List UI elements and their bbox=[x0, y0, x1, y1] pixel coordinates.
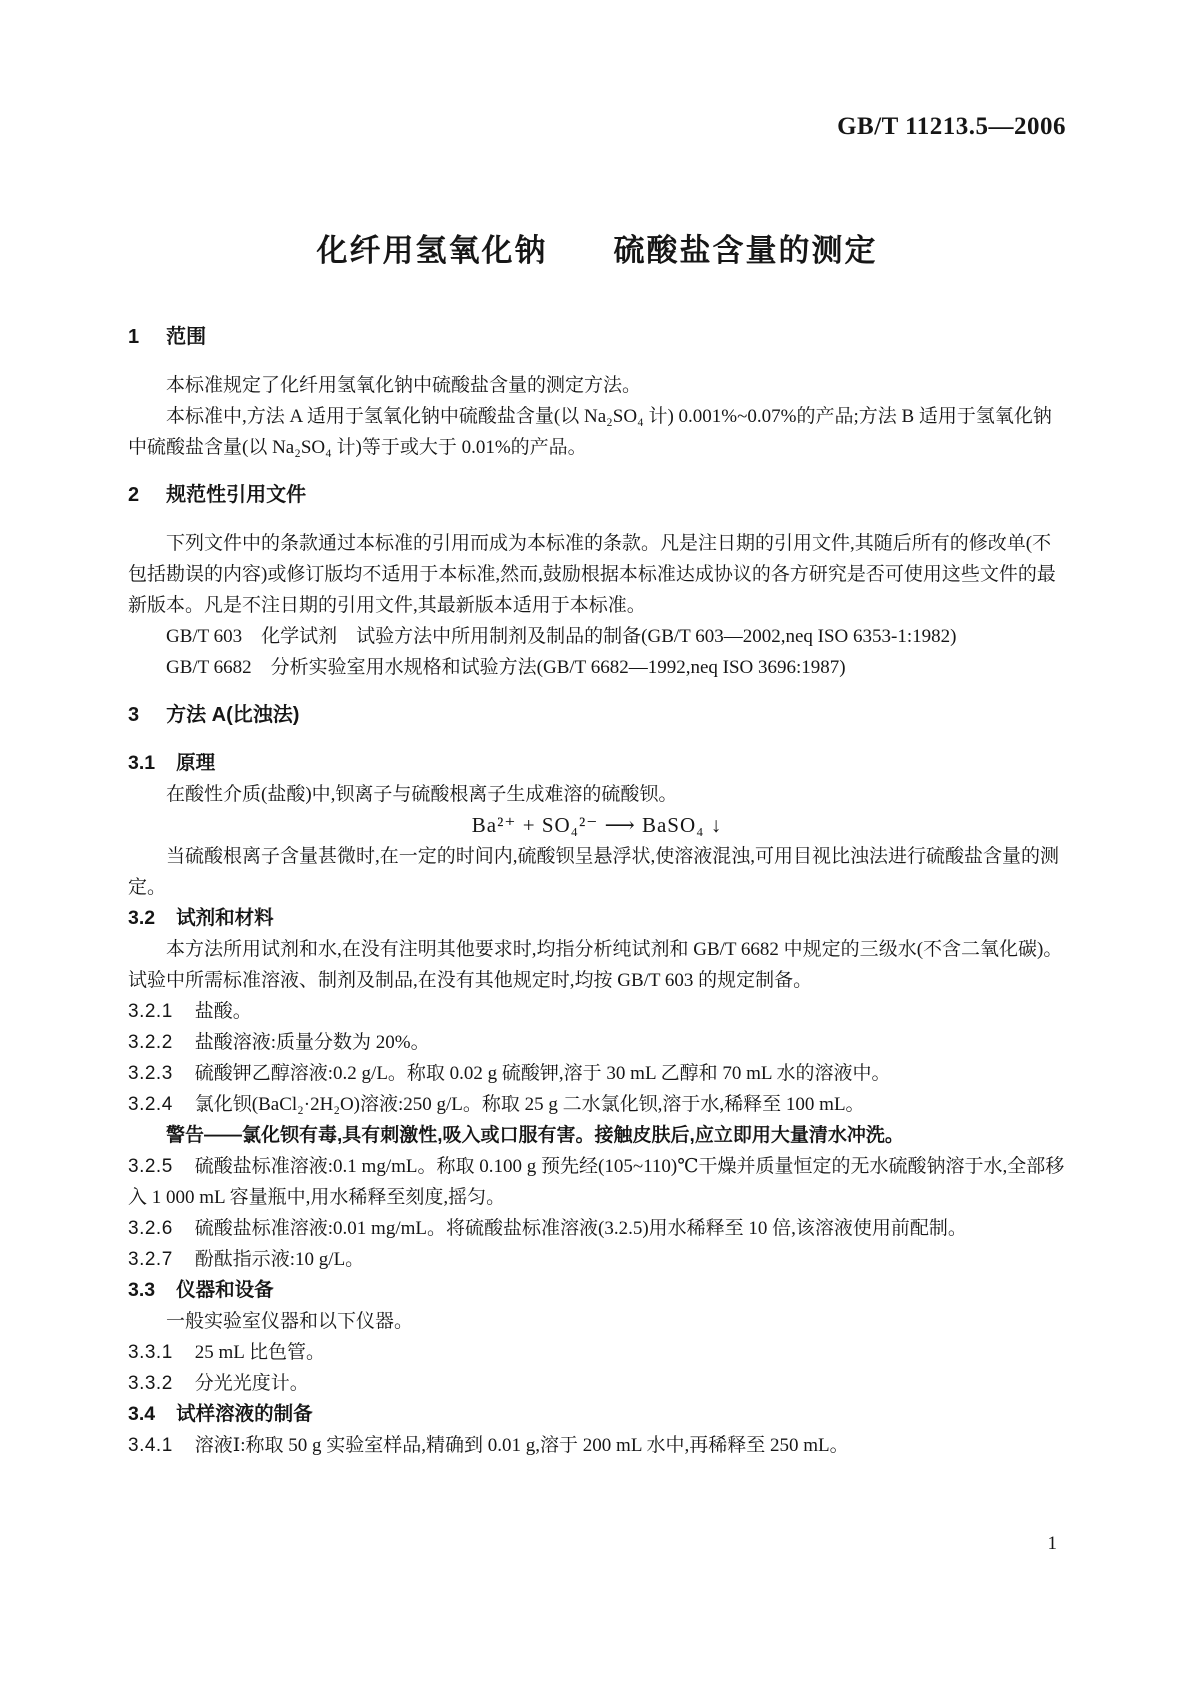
section-3-2-number: 3.2 bbox=[128, 907, 156, 929]
clause-3-2-3 bbox=[128, 1058, 1066, 1089]
clause-3-2-3-number: 3.2.3 bbox=[128, 1063, 173, 1084]
section-3-3-heading bbox=[128, 1275, 1066, 1306]
clause-3-3-1-text: 25 mL 比色管。 bbox=[194, 1342, 325, 1363]
section-2-number: 2 bbox=[128, 484, 140, 506]
section-2-paragraph-1: 下列文件中的条款通过本标准的引用而成为本标准的条款。凡是注日期的引用文件,其随后所有的修改单(不包括勘误的内容)或修订版均不适用于本标准,然而,鼓励根据本标准达成协议的各方研究是否可使用这些文件的最新版本。凡是不注日期的引用文件,其最新版本适用于本标准。 bbox=[128, 533, 1056, 616]
clause-3-2-5-text: 硫酸盐标准溶液:0.1 mg/mL。称取 0.100 g 预先经(105~110)℃干燥并质量恒定的无水硫酸钠溶于水,全部移入 1 000 mL 容量瓶中,用水稀释至刻度,摇匀。 bbox=[128, 1156, 1065, 1208]
clause-3-2-6-text: 硫酸盐标准溶液:0.01 mg/mL。将硫酸盐标准溶液(3.2.5)用水稀释至 10 倍,该溶液使用前配制。 bbox=[194, 1218, 967, 1239]
section-3-2-heading bbox=[128, 903, 1066, 934]
section-3-title: 方法 A(比浊法) bbox=[166, 704, 300, 726]
clause-3-2-2-text: 盐酸溶液:质量分数为 20%。 bbox=[194, 1032, 430, 1053]
section-3-1-paragraph-1: 在酸性介质(盐酸)中,钡离子与硫酸根离子生成难溶的硫酸钡。 bbox=[166, 784, 678, 805]
section-2-title: 规范性引用文件 bbox=[166, 484, 307, 506]
clause-3-3-1-number: 3.3.1 bbox=[128, 1342, 173, 1363]
section-3-3-paragraph-1: 一般实验室仪器和以下仪器。 bbox=[166, 1311, 414, 1332]
section-3-heading bbox=[128, 700, 1066, 731]
reaction-equation: Ba²⁺ + SO₄²⁻ ⟶ BaSO₄ ↓ bbox=[471, 813, 723, 837]
document-title: 化纤用氢氧化钠 硫酸盐含量的测定 bbox=[316, 233, 878, 268]
normative-reference-1: GB/T 603 化学试剂 试验方法中所用制剂及制品的制备(GB/T 603—2002,neq ISO 6353-1:1982) bbox=[166, 626, 957, 647]
standard-code: GB/T 11213.5—2006 bbox=[837, 113, 1066, 140]
clause-3-3-2-text: 分光光度计。 bbox=[194, 1373, 309, 1394]
clause-3-3-2 bbox=[128, 1368, 1066, 1399]
section-3-4-heading bbox=[128, 1399, 1066, 1430]
clause-3-2-2 bbox=[128, 1027, 1066, 1058]
section-3-1-heading bbox=[128, 748, 1066, 779]
normative-reference-2: GB/T 6682 分析实验室用水规格和试验方法(GB/T 6682—1992,neq ISO 3696:1987) bbox=[166, 657, 846, 678]
section-3-2-paragraph-1: 本方法所用试剂和水,在没有注明其他要求时,均指分析纯试剂和 GB/T 6682 中规定的三级水(不含二氧化碳)。试验中所需标准溶液、制剂及制品,在没有其他规定时,均按 GB/T 603 的规定制备。 bbox=[128, 939, 1063, 991]
clause-3-2-4-text: 氯化钡(BaCl₂·2H₂O)溶液:250 g/L。称取 25 g 二水氯化钡,溶于水,稀释至 100 mL。 bbox=[194, 1094, 865, 1115]
section-1-paragraph-1: 本标准规定了化纤用氢氧化钠中硫酸盐含量的测定方法。 bbox=[166, 375, 642, 396]
section-2-heading bbox=[128, 480, 1066, 511]
clause-3-3-2-number: 3.3.2 bbox=[128, 1373, 173, 1394]
clause-3-2-6 bbox=[128, 1213, 1066, 1244]
clause-3-2-7-text: 酚酞指示液:10 g/L。 bbox=[194, 1249, 365, 1270]
barium-chloride-warning: 警告——氯化钡有毒,具有刺激性,吸入或口服有害。接触皮肤后,应立即用大量清水冲洗。 bbox=[166, 1125, 904, 1146]
clause-3-2-5 bbox=[128, 1151, 1066, 1213]
section-3-4-title: 试样溶液的制备 bbox=[176, 1403, 313, 1425]
clause-3-2-7 bbox=[128, 1244, 1066, 1275]
section-3-2-title: 试剂和材料 bbox=[176, 907, 274, 929]
section-3-3-title: 仪器和设备 bbox=[176, 1279, 274, 1301]
clause-3-3-1 bbox=[128, 1337, 1066, 1368]
page-number: 1 bbox=[1047, 1533, 1057, 1554]
clause-3-4-1-number: 3.4.1 bbox=[128, 1435, 173, 1456]
clause-3-2-4-number: 3.2.4 bbox=[128, 1094, 173, 1115]
clause-3-2-1-number: 3.2.1 bbox=[128, 1001, 173, 1022]
clause-3-2-2-number: 3.2.2 bbox=[128, 1032, 173, 1053]
section-3-4-number: 3.4 bbox=[128, 1403, 156, 1425]
clause-3-2-4 bbox=[128, 1089, 1066, 1120]
section-3-number: 3 bbox=[128, 704, 140, 726]
clause-3-2-6-number: 3.2.6 bbox=[128, 1218, 173, 1239]
section-3-1-paragraph-2: 当硫酸根离子含量甚微时,在一定的时间内,硫酸钡呈悬浮状,使溶液混浊,可用目视比浊法进行硫酸盐含量的测定。 bbox=[128, 846, 1060, 898]
section-1-heading bbox=[128, 322, 1066, 353]
clause-3-2-1-text: 盐酸。 bbox=[194, 1001, 252, 1022]
clause-3-2-3-text: 硫酸钾乙醇溶液:0.2 g/L。称取 0.02 g 硫酸钾,溶于 30 mL 乙醇和 70 mL 水的溶液中。 bbox=[194, 1063, 891, 1084]
clause-3-2-1 bbox=[128, 996, 1066, 1027]
section-1-title: 范围 bbox=[166, 326, 207, 348]
section-1-number: 1 bbox=[128, 326, 140, 348]
section-1-paragraph-2: 本标准中,方法 A 适用于氢氧化钠中硫酸盐含量(以 Na₂SO₄ 计) 0.001%~0.07%的产品;方法 B 适用于氢氧化钠中硫酸盐含量(以 Na₂SO₄ 计)等于或大于 0.01%的产品。 bbox=[128, 406, 1052, 458]
clause-3-4-1 bbox=[128, 1430, 1066, 1461]
section-3-1-number: 3.1 bbox=[128, 752, 156, 774]
clause-3-4-1-text: 溶液Ⅰ:称取 50 g 实验室样品,精确到 0.01 g,溶于 200 mL 水中,再稀释至 250 mL。 bbox=[194, 1435, 849, 1456]
clause-3-2-7-number: 3.2.7 bbox=[128, 1249, 173, 1270]
clause-3-2-5-number: 3.2.5 bbox=[128, 1156, 173, 1177]
section-3-3-number: 3.3 bbox=[128, 1279, 156, 1301]
section-3-1-title: 原理 bbox=[176, 752, 216, 774]
